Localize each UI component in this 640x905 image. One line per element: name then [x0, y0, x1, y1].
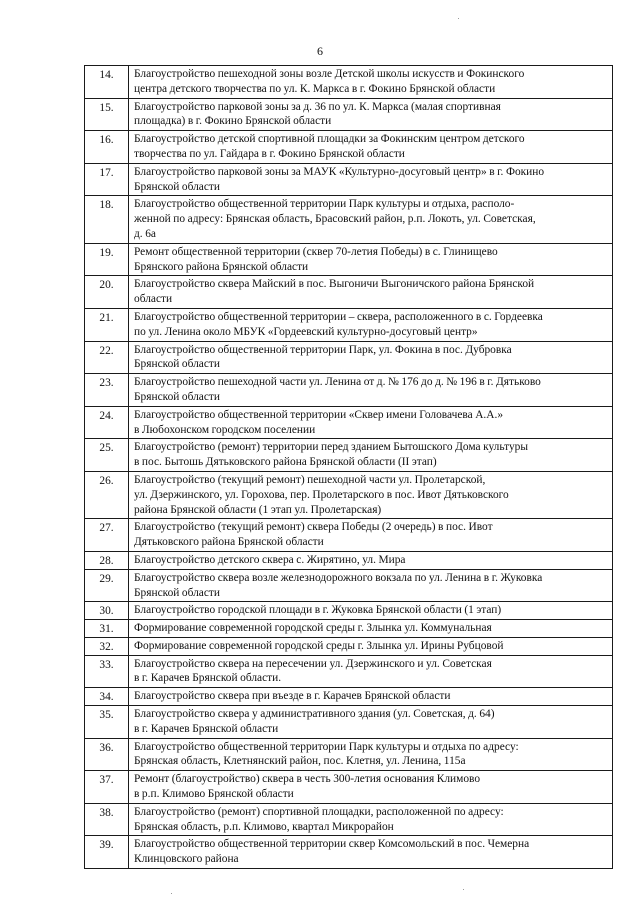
scan-speck — [171, 893, 172, 894]
table-row — [85, 836, 613, 869]
row-number: 30. — [85, 602, 129, 620]
table-row — [85, 196, 613, 243]
description-line: Благоустройство общественной территории Парк, ул. Фокина в пос. Дубровка — [134, 343, 512, 356]
description-line: в г. Карачев Брянской области — [134, 722, 279, 735]
row-description — [129, 406, 613, 439]
row-number: 21. — [85, 308, 129, 341]
row-description — [129, 163, 613, 196]
table-row — [85, 688, 613, 706]
description-line: Благоустройство детской спортивной площадки за Фокинским центром детского — [134, 133, 525, 146]
table-row — [85, 308, 613, 341]
table-row — [85, 98, 613, 131]
row-description — [129, 551, 613, 569]
projects-table — [84, 65, 613, 869]
table-row — [85, 471, 613, 518]
row-number: 14. — [85, 66, 129, 99]
description-line: Благоустройство сквера на пересечении ул. Дзержинского и ул. Советская — [134, 657, 492, 670]
description-line: Ремонт общественной территории (сквер 70-летия Победы) в с. Глинищево — [134, 245, 498, 258]
table-row — [85, 551, 613, 569]
page-number: 6 — [317, 44, 323, 58]
table-row — [85, 519, 613, 552]
description-line: в р.п. Климово Брянской области — [134, 788, 294, 801]
description-line: Благоустройство общественной территории сквер Комсомольский в пос. Чемерна — [134, 838, 530, 851]
row-number: 34. — [85, 688, 129, 706]
row-number: 25. — [85, 439, 129, 472]
row-description — [129, 637, 613, 655]
scan-speck — [458, 18, 459, 19]
row-description — [129, 374, 613, 407]
table-row — [85, 620, 613, 638]
row-number: 29. — [85, 569, 129, 602]
row-description — [129, 688, 613, 706]
table-row — [85, 602, 613, 620]
row-description — [129, 602, 613, 620]
description-line: Благоустройство общественной территории «Сквер имени Головачева А.А.» — [134, 408, 504, 421]
row-number: 20. — [85, 276, 129, 309]
row-number: 15. — [85, 98, 129, 131]
row-description — [129, 471, 613, 518]
description-line: Благоустройство (ремонт) территории перед зданием Бытошского Дома культуры — [134, 441, 528, 454]
table-row — [85, 439, 613, 472]
description-line: Благоустройство общественной территории – сквера, расположенного в с. Гордеевка — [134, 310, 543, 323]
description-line: Брянской области — [134, 180, 220, 193]
description-line: женной по адресу: Брянская область, Брасовский район, р.п. Локоть, ул. Советская, — [134, 213, 536, 226]
table-row — [85, 706, 613, 739]
row-number: 22. — [85, 341, 129, 374]
row-description — [129, 276, 613, 309]
description-line: в Любохонском городском поселении — [134, 423, 316, 436]
table-row — [85, 637, 613, 655]
description-line: в пос. Бытошь Дятьковского района Брянской области (II этап) — [134, 456, 437, 469]
description-line: д. 6а — [134, 227, 156, 240]
table-row — [85, 406, 613, 439]
description-line: Благоустройство (текущий ремонт) сквера Победы (2 очередь) в пос. Ивот — [134, 521, 493, 534]
table-row — [85, 374, 613, 407]
row-description — [129, 771, 613, 804]
table-row — [85, 131, 613, 164]
description-line: Благоустройство городской площади в г. Жуковка Брянской области (1 этап) — [134, 604, 502, 617]
row-number: 17. — [85, 163, 129, 196]
row-number: 16. — [85, 131, 129, 164]
description-line: Благоустройство (ремонт) спортивной площадки, расположенной по адресу: — [134, 805, 504, 818]
description-line: Брянского района Брянской области — [134, 260, 309, 273]
row-number: 18. — [85, 196, 129, 243]
description-line: Благоустройство сквера у административного здания (ул. Советская, д. 64) — [134, 708, 495, 721]
description-line: Клинцовского района — [134, 853, 239, 866]
row-description — [129, 519, 613, 552]
description-line: Благоустройство пешеходной части ул. Ленина от д. № 176 до д. № 196 в г. Дятьково — [134, 376, 541, 389]
description-line: Формирование современной городской среды г. Злынка ул. Коммунальная — [134, 622, 492, 635]
row-number: 26. — [85, 471, 129, 518]
table-row — [85, 341, 613, 374]
description-line: района Брянской области (1 этап ул. Пролетарская) — [134, 503, 382, 516]
description-line: Благоустройство пешеходной зоны возле Детской школы искусств и Фокинского — [134, 68, 525, 80]
scan-speck — [463, 889, 464, 890]
table-row — [85, 803, 613, 836]
row-description — [129, 620, 613, 638]
table-row — [85, 163, 613, 196]
description-line: ул. Дзержинского, ул. Горохова, пер. Пролетарского в пос. Ивот Дятьковского — [134, 488, 509, 501]
row-description — [129, 341, 613, 374]
row-number: 33. — [85, 655, 129, 688]
description-line: Брянской области — [134, 586, 220, 599]
row-description — [129, 738, 613, 771]
row-number: 32. — [85, 637, 129, 655]
description-line: в г. Карачев Брянской области. — [134, 672, 282, 685]
row-description — [129, 243, 613, 276]
description-line: Благоустройство сквера возле железнодорожного вокзала по ул. Ленина в г. Жуковка — [134, 571, 543, 584]
row-number: 28. — [85, 551, 129, 569]
row-description — [129, 706, 613, 739]
row-description — [129, 196, 613, 243]
description-line: площадка) в г. Фокино Брянской области — [134, 115, 332, 128]
row-description — [129, 66, 613, 99]
table-row — [85, 66, 613, 99]
description-line: Благоустройство (текущий ремонт) пешеходной части ул. Пролетарской, — [134, 473, 486, 486]
table-row — [85, 771, 613, 804]
table-row — [85, 276, 613, 309]
table-row — [85, 655, 613, 688]
description-line: Благоустройство сквера Майский в пос. Выгоничи Выгоничского района Брянской — [134, 278, 535, 291]
row-description — [129, 569, 613, 602]
description-line: Дятьковского района Брянской области — [134, 536, 324, 549]
row-description — [129, 308, 613, 341]
row-number: 35. — [85, 706, 129, 739]
row-description — [129, 439, 613, 472]
row-number: 36. — [85, 738, 129, 771]
row-description — [129, 98, 613, 131]
row-number: 23. — [85, 374, 129, 407]
description-line: Благоустройство детского сквера с. Жирятино, ул. Мира — [134, 553, 406, 566]
description-line: Брянская область, р.п. Климово, квартал Микрорайон — [134, 820, 394, 833]
description-line: Благоустройство общественной территории Парк культуры и отдыха по адресу: — [134, 740, 519, 753]
description-line: Благоустройство сквера при въезде в г. Карачев Брянской области — [134, 690, 451, 703]
row-number: 27. — [85, 519, 129, 552]
table-body — [85, 66, 613, 869]
table-row — [85, 243, 613, 276]
description-line: Брянской области — [134, 390, 220, 403]
row-description — [129, 655, 613, 688]
description-line: Ремонт (благоустройство) сквера в честь 300-летия основания Климово — [134, 773, 481, 786]
description-line: Формирование современной городской среды г. Злынка ул. Ирины Рубцовой — [134, 639, 504, 652]
row-number: 39. — [85, 836, 129, 869]
description-line: Благоустройство парковой зоны за д. 36 по ул. К. Маркса (малая спортивная — [134, 100, 501, 113]
table-row — [85, 738, 613, 771]
row-number: 31. — [85, 620, 129, 638]
table-row — [85, 569, 613, 602]
description-line: Благоустройство общественной территории Парк культуры и отдыха, располо- — [134, 198, 515, 211]
description-line: области — [134, 293, 173, 306]
description-line: Благоустройство парковой зоны за МАУК «Культурно-досуговый центр» в г. Фокино — [134, 165, 545, 178]
row-description — [129, 836, 613, 869]
description-line: Брянской области — [134, 358, 220, 371]
description-line: Брянская область, Клетнянский район, пос. Клетня, ул. Ленина, 115а — [134, 755, 466, 768]
description-line: центра детского творчества по ул. К. Маркса в г. Фокино Брянской области — [134, 82, 496, 95]
row-description — [129, 803, 613, 836]
description-line: по ул. Ленина около МБУК «Гордеевский культурно-досуговый центр» — [134, 325, 478, 338]
row-number: 37. — [85, 771, 129, 804]
row-number: 38. — [85, 803, 129, 836]
row-description — [129, 131, 613, 164]
row-number: 24. — [85, 406, 129, 439]
description-line: творчества по ул. Гайдара в г. Фокино Брянской области — [134, 147, 405, 160]
row-number: 19. — [85, 243, 129, 276]
